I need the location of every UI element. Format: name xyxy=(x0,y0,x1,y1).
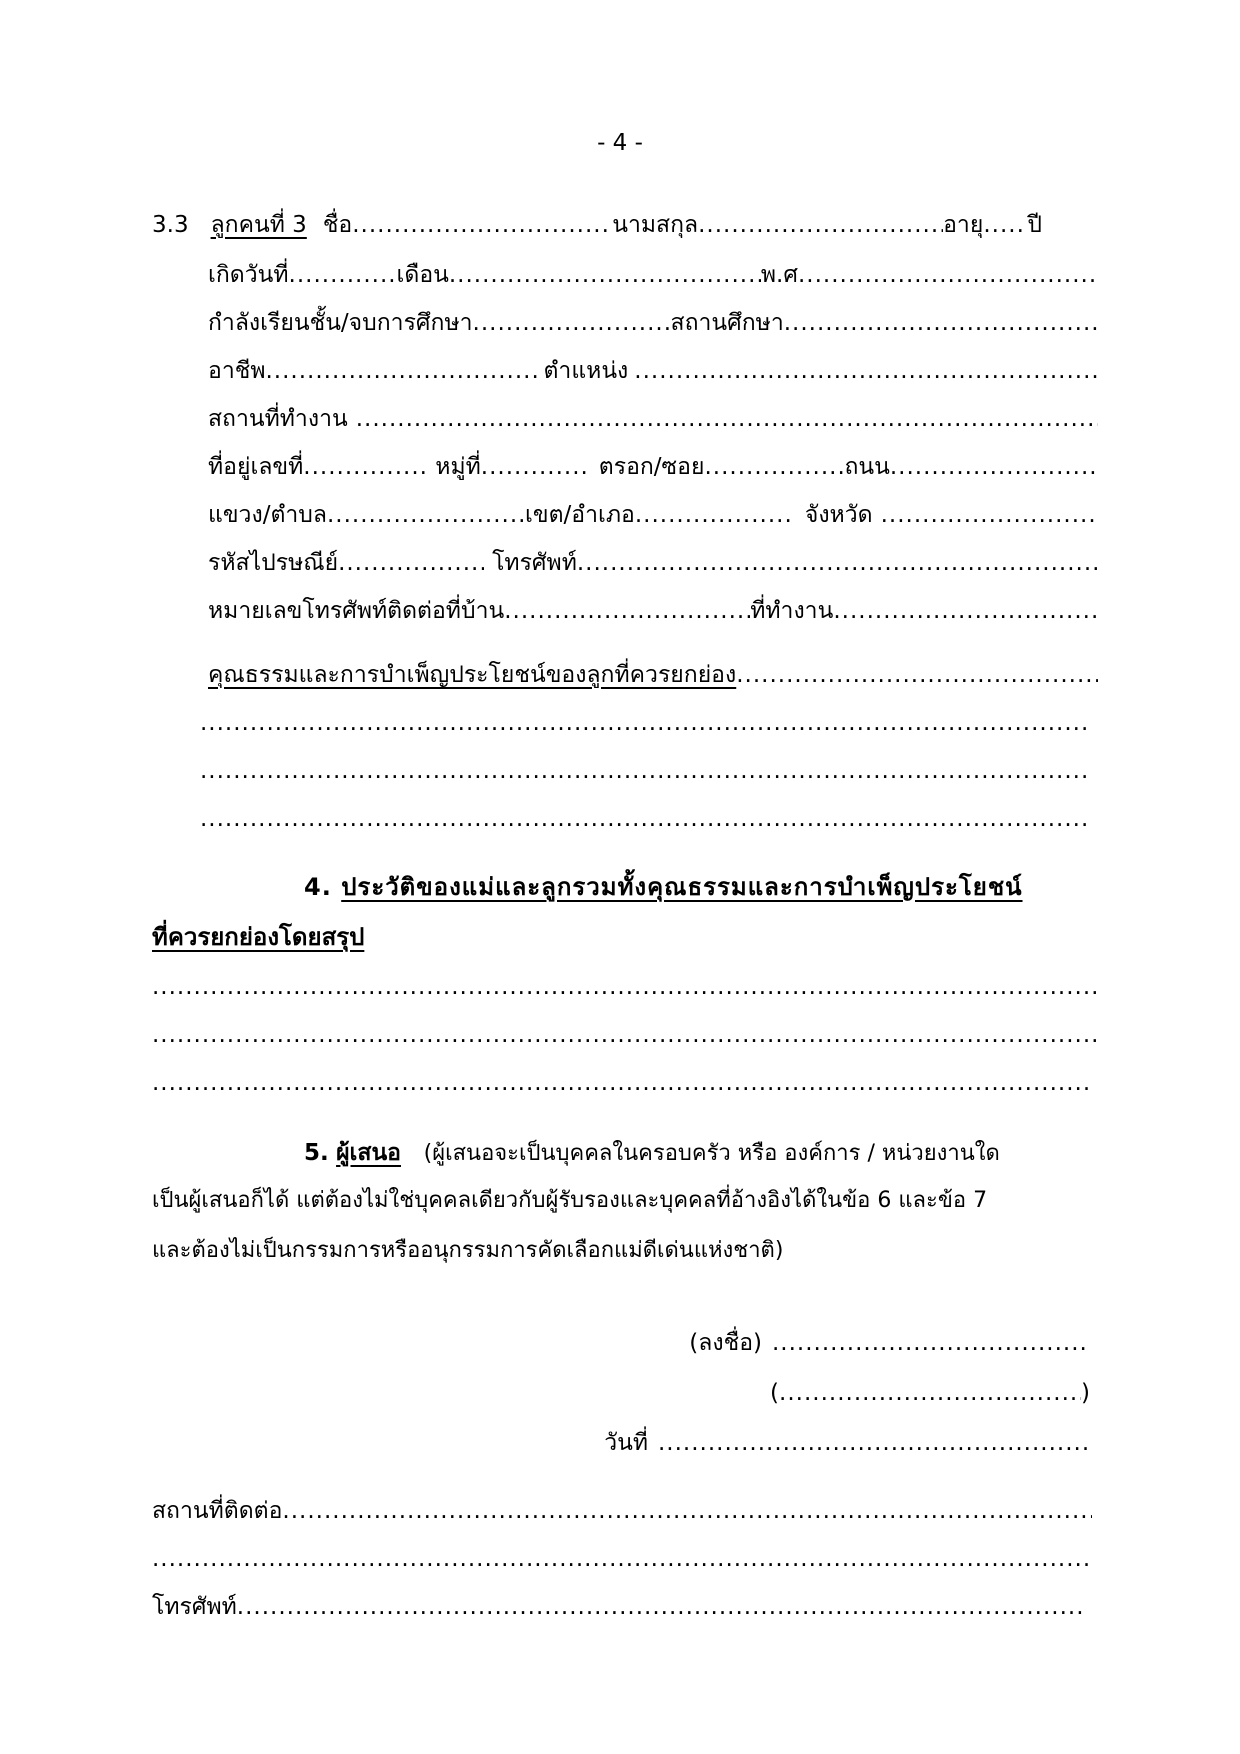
house-no-field[interactable] xyxy=(303,452,427,482)
postcode-label: รหัสไปรษณีย์ xyxy=(208,550,339,576)
contact-address-label: สถานที่ติดต่อ xyxy=(152,1498,283,1524)
contact-phone-field[interactable] xyxy=(237,1592,1084,1622)
moo-label: หมู่ที่ xyxy=(435,454,481,480)
surname-label: นามสกุล xyxy=(612,212,699,238)
section4-title-1: ประวัติของแม่และลูกรวมทั้งคุณธรรมและการบำเพ็ญประโยชน์ xyxy=(341,873,1023,901)
district-label: เขต/อำเภอ xyxy=(525,502,635,528)
name-field[interactable] xyxy=(352,210,612,240)
postcode-line xyxy=(208,548,1098,578)
section-number: 3.3 xyxy=(152,212,189,238)
contact-phone-label: หมายเลขโทรศัพท์ติดต่อที่บ้าน xyxy=(208,598,505,624)
virtue-line-4 xyxy=(200,804,1090,834)
signature-name-line xyxy=(770,1378,1090,1408)
house-no-label: ที่อยู่เลขที่ xyxy=(208,454,304,480)
position-field[interactable] xyxy=(634,356,1098,386)
subdistrict-field[interactable] xyxy=(327,500,525,530)
contact-address-line-2 xyxy=(152,1544,1092,1574)
section4-number: 4. xyxy=(304,873,332,901)
work-phone-label: ที่ทำงาน xyxy=(750,598,834,624)
birth-year-field[interactable] xyxy=(798,260,1098,290)
work-phone-field[interactable] xyxy=(833,596,1098,626)
birth-line xyxy=(208,260,1098,290)
birth-date-label: เกิดวันที่ xyxy=(208,262,289,288)
moo-field[interactable] xyxy=(481,452,591,482)
section4-line-2 xyxy=(152,1020,1098,1050)
virtue-field-4[interactable] xyxy=(200,804,1090,834)
road-label: ถนน xyxy=(844,454,890,480)
birth-day-field[interactable] xyxy=(289,260,397,290)
school-field[interactable] xyxy=(784,308,1098,338)
surname-field[interactable] xyxy=(698,210,943,240)
be-label: พ.ศ xyxy=(760,262,798,288)
road-field[interactable] xyxy=(890,452,1098,482)
month-label: เดือน xyxy=(396,262,449,288)
virtue-field[interactable] xyxy=(736,660,1098,690)
signature-date-line xyxy=(604,1428,1090,1458)
workplace-line xyxy=(208,404,1098,434)
section4-field-2[interactable] xyxy=(152,1020,1098,1050)
occupation-field[interactable] xyxy=(266,356,538,386)
section4-field-1[interactable] xyxy=(152,972,1098,1002)
child3-label: ลูกคนที่ 3 xyxy=(210,212,307,238)
section4-line-1 xyxy=(152,972,1098,1002)
education-field[interactable] xyxy=(473,308,671,338)
date-label: วันที่ xyxy=(604,1430,648,1456)
district-field[interactable] xyxy=(635,500,795,530)
virtue-line-2 xyxy=(200,708,1090,738)
close-paren: ) xyxy=(1081,1380,1090,1406)
virtue-label: คุณธรรมและการบำเพ็ญประโยชน์ของลูกที่ควรยกย่อง xyxy=(208,662,737,688)
open-paren: ( xyxy=(770,1380,780,1406)
virtue-line-3 xyxy=(200,756,1090,786)
age-field[interactable] xyxy=(983,210,1027,240)
section4-field-3[interactable] xyxy=(152,1068,1092,1098)
signature-label: (ลงชื่อ) xyxy=(689,1330,762,1356)
district-line xyxy=(208,500,1098,530)
subdistrict-label: แขวง/ตำบล xyxy=(208,502,327,528)
contact-address-field[interactable] xyxy=(282,1496,1092,1526)
province-label: จังหวัด xyxy=(804,502,873,528)
section4-title-2: ที่ควรยกย่องโดยสรุป xyxy=(152,923,365,951)
contact-phone-line xyxy=(208,596,1098,626)
section5-heading xyxy=(304,1138,1000,1169)
occupation-line xyxy=(208,356,1098,386)
contact-phone-line-bottom xyxy=(152,1592,1084,1622)
signature-field[interactable] xyxy=(772,1328,1090,1358)
section5-number: 5. xyxy=(304,1140,329,1166)
section4-line-3 xyxy=(152,1068,1092,1098)
birth-month-field[interactable] xyxy=(449,260,761,290)
virtue-field-2[interactable] xyxy=(200,708,1090,738)
section4-heading xyxy=(304,872,1023,902)
education-label: กำลังเรียนชั้น/จบการศึกษา xyxy=(208,310,473,336)
section5-line-3: และต้องไม่เป็นกรรมการหรืออนุกรรมการคัดเลือกแม่ดีเด่นแห่งชาติ) xyxy=(152,1238,784,1263)
contact-phone-label: โทรศัพท์ xyxy=(152,1594,237,1620)
name-label: ชื่อ xyxy=(322,212,353,238)
soi-label: ตรอก/ซอย xyxy=(598,454,705,480)
workplace-label: สถานที่ทำงาน xyxy=(208,406,348,432)
page-number: - 4 - xyxy=(597,130,643,156)
section5-line-2: เป็นผู้เสนอก็ได้ แต่ต้องไม่ใช่บุคคลเดียวกับผู้รับรองและบุคคลที่อ้างอิงได้ในข้อ 6 และข้อ 7 xyxy=(152,1188,988,1213)
education-line xyxy=(208,308,1098,338)
contact-address-field-2[interactable] xyxy=(152,1544,1092,1574)
home-phone-field[interactable] xyxy=(504,596,750,626)
phone-label: โทรศัพท์ xyxy=(492,550,577,576)
province-field[interactable] xyxy=(881,500,1098,530)
school-label: สถานศึกษา xyxy=(670,310,784,336)
contact-address-line xyxy=(152,1496,1092,1526)
age-label: อายุ xyxy=(943,212,984,238)
workplace-field[interactable] xyxy=(356,404,1098,434)
address-line xyxy=(208,452,1098,482)
occupation-label: อาชีพ xyxy=(208,358,266,384)
position-label: ตำแหน่ง xyxy=(543,358,629,384)
postcode-field[interactable] xyxy=(338,548,484,578)
virtue-line xyxy=(208,660,1098,690)
soi-field[interactable] xyxy=(704,452,844,482)
virtue-field-3[interactable] xyxy=(200,756,1090,786)
signature-line xyxy=(689,1328,1090,1358)
section5-title: ผู้เสนอ xyxy=(336,1140,401,1166)
year-unit: ปี xyxy=(1027,212,1042,238)
phone-field[interactable] xyxy=(577,548,1098,578)
child3-name-line xyxy=(152,210,1098,240)
section5-line-1: (ผู้เสนอจะเป็นบุคคลในครอบครัว หรือ องค์การ / หน่วยงานใด xyxy=(423,1141,1000,1166)
date-field[interactable] xyxy=(658,1428,1090,1458)
signature-name-field[interactable] xyxy=(779,1378,1081,1408)
